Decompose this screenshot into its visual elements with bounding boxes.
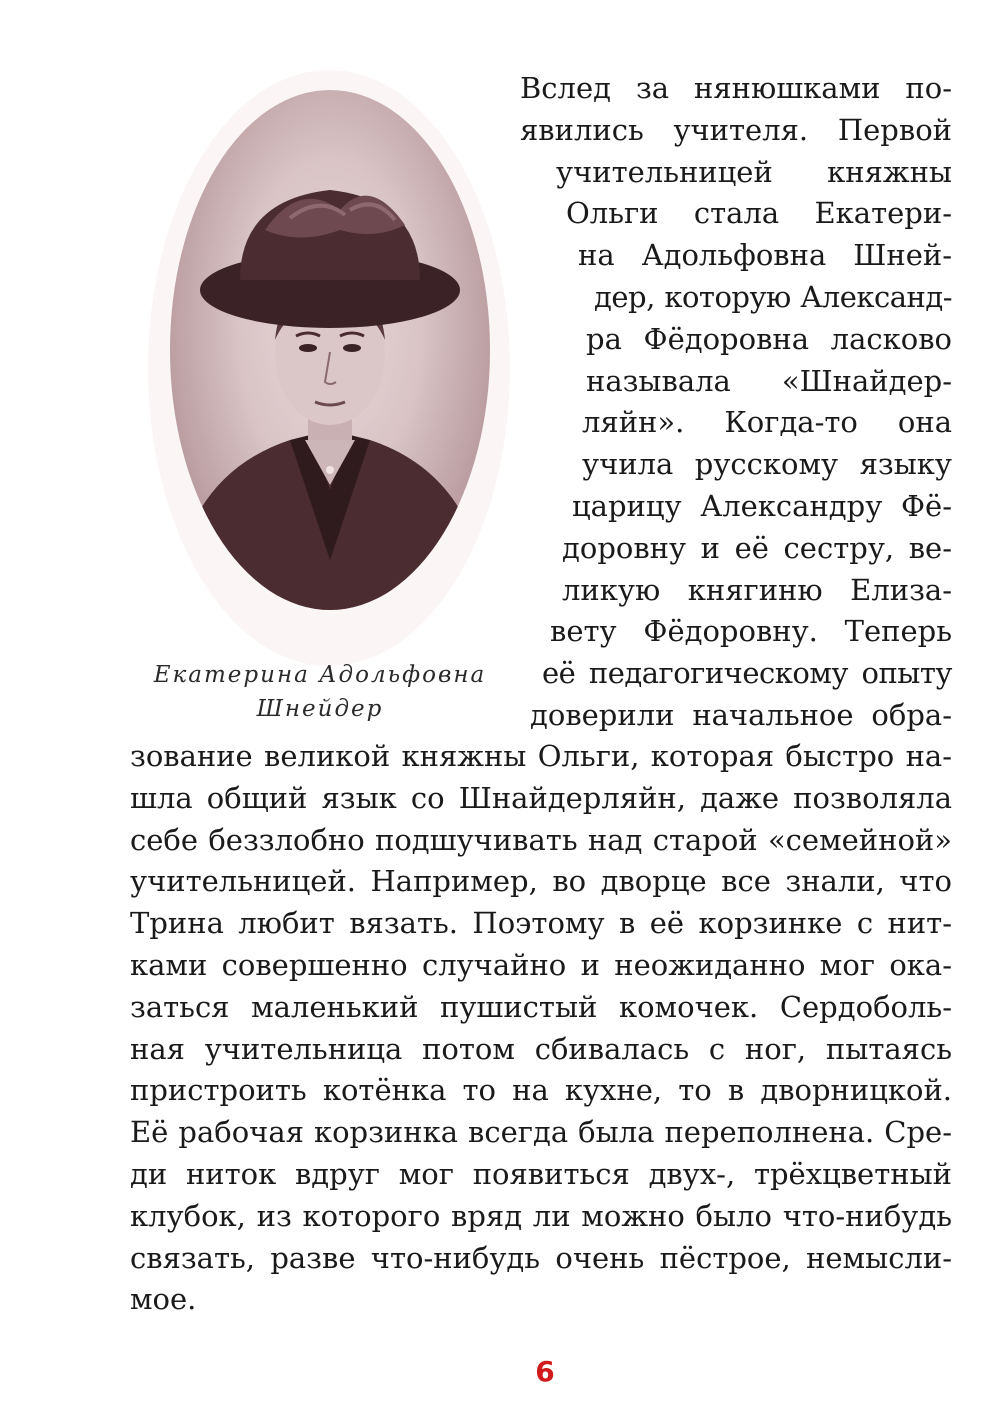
right-column-text <box>520 68 952 737</box>
page-number: 6 <box>535 1355 555 1388</box>
text-line: ками совершенно случайно и неожиданно мог ока- <box>130 947 952 982</box>
caption-line-2: Шнейдер <box>256 696 384 722</box>
text-line: учительницей княжны <box>556 154 952 189</box>
text-line: Вслед за нянюшками по- <box>520 71 952 105</box>
text-line: царицу Александру Фё- <box>572 488 952 523</box>
text-line: явились учителя. Первой <box>520 112 952 147</box>
portrait-figure <box>130 60 510 720</box>
portrait-illustration <box>170 90 490 610</box>
text-line: мое. <box>130 1282 197 1317</box>
text-line: на Адольфовна Шней- <box>578 238 952 273</box>
text-line: ди ниток вдруг мог появиться двух-, трёхцветный <box>130 1156 952 1191</box>
text-line: вету Фёдоровну. Теперь <box>550 614 952 649</box>
text-line: её педагогическому опыту <box>542 656 952 691</box>
portrait-caption <box>130 658 510 726</box>
text-line: называла «Шнайдер- <box>586 363 952 398</box>
text-line: клубок, из которого вряд ли можно было что-нибудь <box>130 1198 952 1233</box>
text-line: связать, разве что-нибудь очень пёстрое, немысли- <box>130 1240 952 1275</box>
text-line: ляйн». Когда-то она <box>582 405 952 440</box>
text-line: доверили начальное обра- <box>530 697 952 732</box>
text-line: ра Фёдоровна ласково <box>586 321 952 356</box>
text-line: Ольги стала Екатери- <box>566 196 952 231</box>
text-line: доровну и её сестру, ве- <box>562 530 952 565</box>
portrait-photo <box>170 90 490 610</box>
full-width-text <box>130 736 952 1321</box>
text-line: Её рабочая корзинка всегда была переполнена. Сре- <box>130 1115 952 1150</box>
text-line: учительницей. Например, во дворце все знали, что <box>130 864 952 899</box>
text-line: дер, которую Александ- <box>594 279 952 314</box>
caption-line-1: Екатерина Адольфовна <box>153 662 487 688</box>
text-line: учила русскому языку <box>582 447 952 482</box>
text-line: пристроить котёнка то на кухне, то в дворницкой. <box>130 1073 952 1108</box>
text-line: шла общий язык со Шнайдерляйн, даже позволяла <box>130 780 952 815</box>
text-line: заться маленький пушистый комочек. Сердоболь- <box>130 989 952 1024</box>
text-line: ная учительница потом сбивалась с ног, пытаясь <box>130 1031 952 1066</box>
text-line: ликую княгиню Елиза- <box>562 572 952 607</box>
text-line: себе беззлобно подшучивать над старой «семейной» <box>130 822 952 857</box>
text-line: Трина любит вязать. Поэтому в её корзинке с нит- <box>130 906 952 941</box>
text-line: зование великой княжны Ольги, которая быстро на- <box>130 739 952 773</box>
